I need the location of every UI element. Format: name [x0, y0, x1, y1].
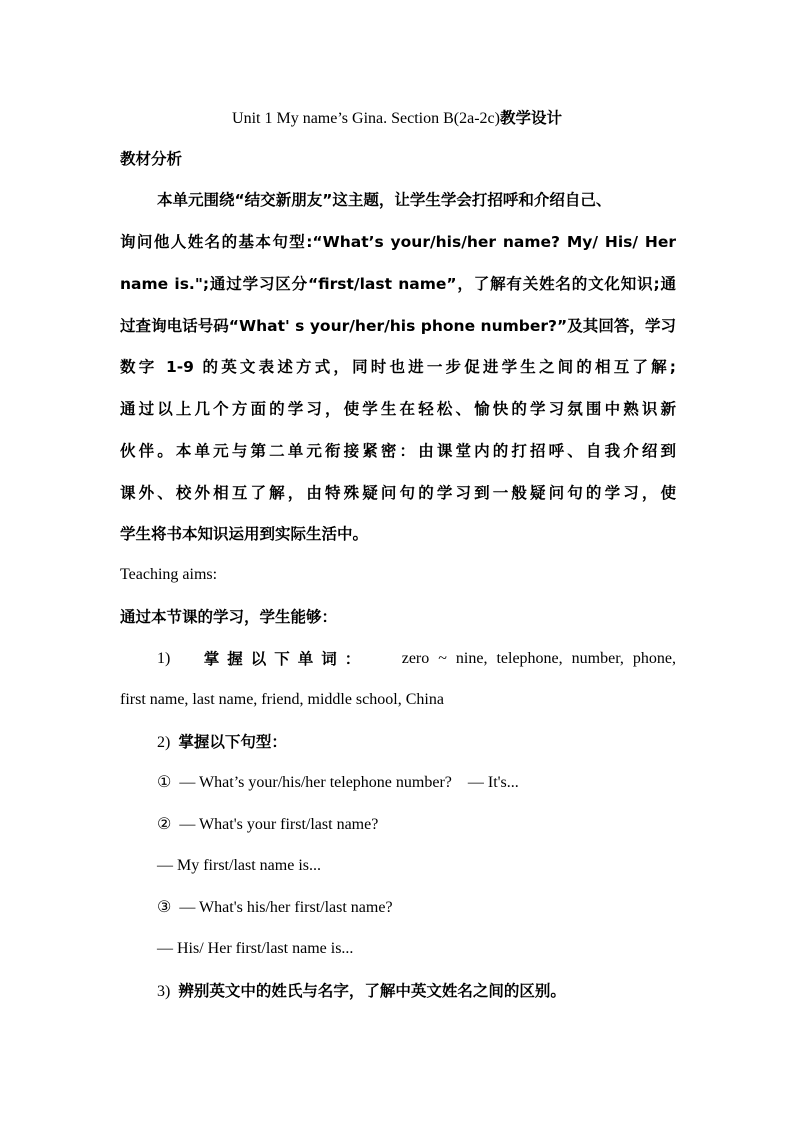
analysis-line-6: 通过以上几个方面的学习，使学生在轻松、愉快的学习氛围中熟识新 — [120, 400, 676, 418]
analysis-line-1: 本单元围绕“结交新朋友”这主题，让学生学会打招呼和介绍自己、 — [157, 191, 612, 209]
analysis-line-9: 学生将书本知识运用到实际生活中。 — [120, 525, 369, 543]
aim-3 — [157, 980, 566, 1003]
aim-1-words: zero ~ nine, telephone, number, phone, — [401, 650, 676, 667]
pattern-2-answer: — My first/last name is... — [157, 857, 321, 874]
aim-1-label: 掌握以下单词： — [203, 650, 369, 668]
aim-1-words-continued: first name, last name, friend, middle school, China — [120, 691, 444, 708]
aim-2-label: 掌握以下句型： — [178, 733, 287, 751]
title-chinese: 教学设计 — [499, 109, 562, 127]
pattern-2-marker: ② — [157, 816, 172, 833]
analysis-line-3: name is.";通过学习区分“first/last name”，了解有关姓名的文化知识;通 — [120, 275, 676, 293]
analysis-line-2: 询问他人姓名的基本句型:“What’s your/his/her name? My/ His/ Her — [120, 233, 676, 251]
aim-1 — [157, 648, 676, 670]
pattern-2-text: — What's your first/last name? — [179, 816, 379, 833]
pattern-3 — [157, 897, 393, 919]
analysis-line-4: 过查询电话号码“What' s your/her/his phone number?”及其回答，学习 — [120, 317, 676, 335]
aims-intro: 通过本节课的学习，学生能够： — [120, 608, 338, 626]
analysis-line-8: 课外、校外相互了解，由特殊疑问句的学习到一般疑问句的学习，使 — [120, 484, 676, 502]
section-heading: 教材分析 — [120, 150, 183, 168]
pattern-1-marker: ① — [157, 774, 172, 791]
pattern-1-text: — What’s your/his/her telephone number? — It's... — [179, 774, 519, 791]
aim-3-number: 3) — [157, 983, 171, 1000]
aim-3-label: 辨别英文中的姓氏与名字，了解中英文姓名之间的区别。 — [178, 982, 566, 1000]
document-title — [0, 107, 794, 130]
title-english: Unit 1 My name’s Gina. Section B(2a-2c) — [232, 110, 500, 127]
pattern-2 — [157, 814, 378, 836]
aim-2 — [157, 731, 287, 754]
pattern-1 — [157, 772, 519, 794]
pattern-3-marker: ③ — [157, 899, 172, 916]
analysis-line-7: 伙伴。本单元与第二单元衔接紧密：由课堂内的打招呼、自我介绍到 — [120, 442, 676, 460]
analysis-line-5: 数字 1-9 的英文表述方式，同时也进一步促进学生之间的相互了解; — [120, 358, 676, 376]
pattern-3-text: — What's his/her first/last name? — [179, 899, 393, 916]
aim-1-number: 1) — [157, 650, 171, 667]
pattern-3-answer: — His/ Her first/last name is... — [157, 940, 354, 957]
teaching-aims-label: Teaching aims: — [120, 566, 218, 583]
aim-2-number: 2) — [157, 734, 171, 751]
